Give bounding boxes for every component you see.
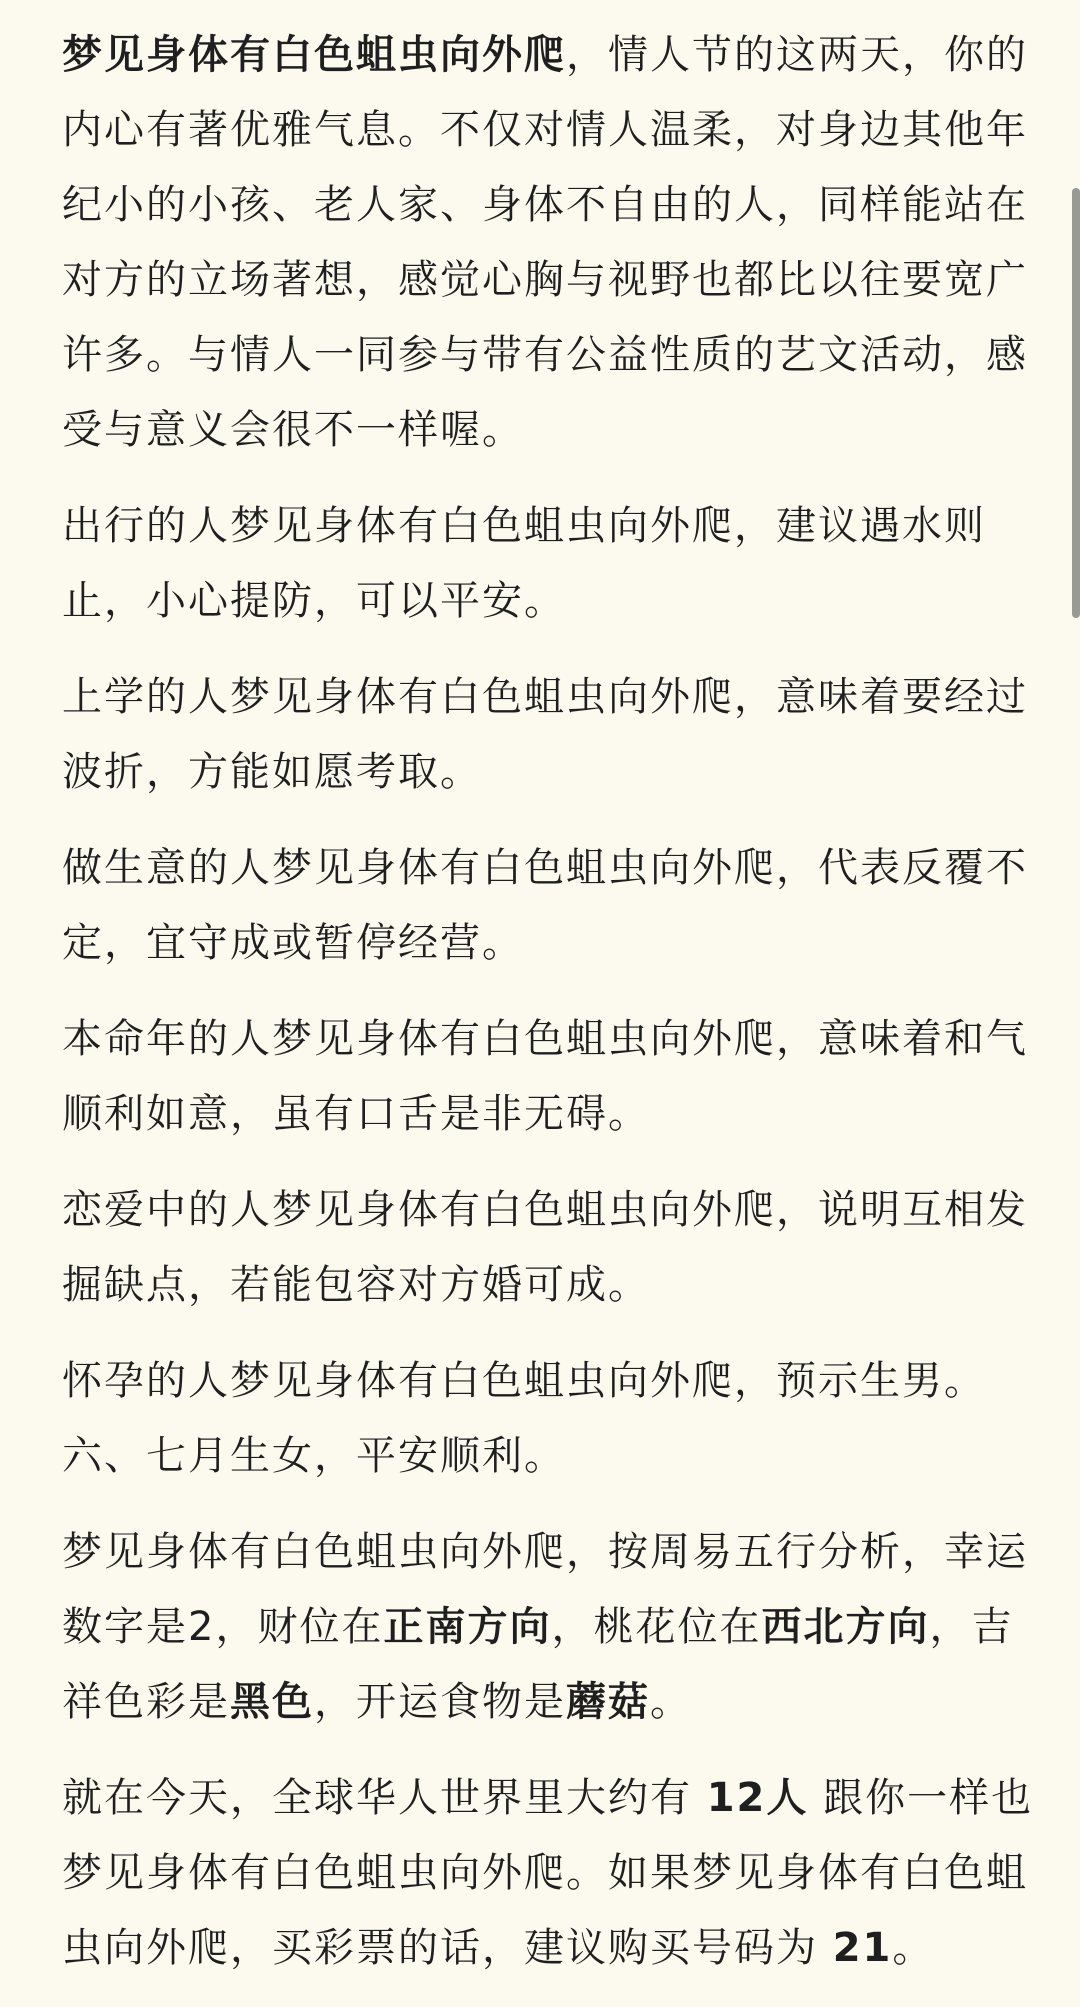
paragraph-pregnancy (62, 1344, 1052, 1494)
paragraph-text: ，情人节的这两天，你的内心有著优雅气息。不仅对情人温柔，对身边其他年纪小的小孩、老人家、身体不自由的人，同样能站在对方的立场著想，感觉心胸与视野也都比以往要宽广许多。与情人一同参与带有公益性质的艺文活动，感受与意义会很不一样喔。 (62, 32, 1028, 453)
paragraph-business: 做生意的人梦见身体有白色蛆虫向外爬，代表反覆不定，宜守成或暂停经营。 (62, 845, 1028, 966)
lucky-color: 黑色 (230, 1679, 314, 1725)
lottery-end: 。 (892, 1925, 935, 1971)
fortune-intro: 梦见身体有白色蛆虫向外爬，按周易五行分析，幸运数字是2，财位在 (62, 1529, 1028, 1650)
paragraph-lottery (62, 1761, 1052, 1986)
article-body (62, 18, 1052, 2007)
fortune-end: 。 (650, 1679, 692, 1725)
paragraph-school: 上学的人梦见身体有白色蛆虫向外爬，意味着要经过波折，方能如愿考取。 (62, 674, 1028, 795)
lottery-middle: 跟你一样也梦见身体有白色蛆虫向外爬。如果梦见身体有白色蛆虫向外爬，买彩票的话，建议购买号码为 (62, 1775, 1034, 1971)
pregnancy-line-2: 六、七月生女，平安顺利。 (62, 1433, 566, 1479)
dream-title: 梦见身体有白色蛆虫向外爬 (62, 32, 566, 78)
lottery-number: 21 (832, 1925, 893, 1971)
paragraph-love: 恋爱中的人梦见身体有白色蛆虫向外爬，说明互相发掘缺点，若能包容对方婚可成。 (62, 1187, 1028, 1308)
dreamer-count: 12人 (706, 1775, 809, 1821)
lucky-food: 蘑菇 (566, 1679, 650, 1725)
pregnancy-line-1: 怀孕的人梦见身体有白色蛆虫向外爬，预示生男。 (62, 1358, 986, 1404)
fortune-color-prefix: ，吉祥色彩是 (62, 1604, 1014, 1725)
paragraph-birth-year: 本命年的人梦见身体有白色蛆虫向外爬，意味着和气顺利如意，虽有口舌是非无碍。 (62, 1016, 1028, 1137)
fortune-food-prefix: ，开运食物是 (314, 1679, 566, 1725)
peach-direction: 西北方向 (761, 1604, 930, 1650)
scrollbar-thumb[interactable] (1072, 188, 1080, 618)
paragraph-valentine (62, 18, 1052, 468)
wealth-direction: 正南方向 (383, 1604, 552, 1650)
paragraph-travel: 出行的人梦见身体有白色蛆虫向外爬，建议遇水则止，小心提防，可以平安。 (62, 503, 986, 624)
paragraph-fortune (62, 1515, 1052, 1740)
lottery-prefix: 就在今天，全球华人世界里大约有 (62, 1775, 707, 1821)
fortune-mid: ，桃花位在 (551, 1604, 762, 1650)
